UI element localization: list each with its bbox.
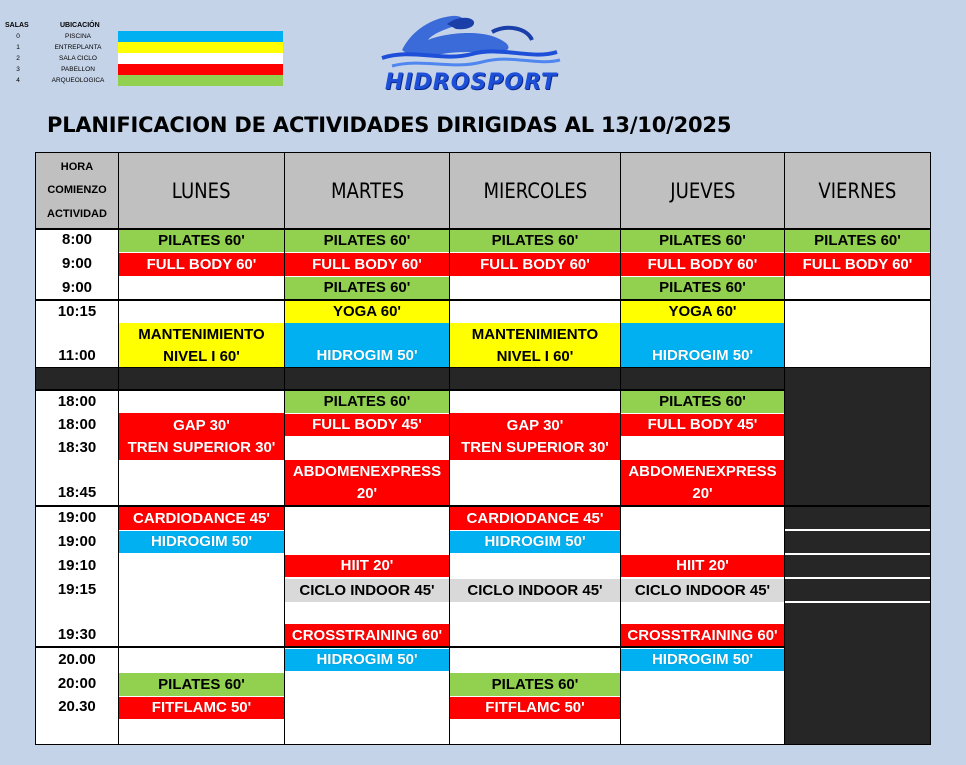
legend-ubicacion-header: UBICACIÓN [60,22,100,29]
time-label: 18:00 [57,416,97,433]
legend-salas-header: SALAS [5,22,29,29]
activity-cell: PILATES 60' [285,229,449,252]
activity-cell: HIDROGIM 50' [621,323,784,368]
grid-line [118,152,119,745]
time-label: 19:15 [57,581,97,598]
activity-cell: PILATES 60' [450,229,620,252]
activity-label: GAP 30' [173,416,230,434]
activity-cell: CROSSTRAINING 60' [285,624,449,647]
hora-header [36,153,118,228]
time-label: 19:30 [57,626,97,643]
grid-line [35,744,931,745]
legend-name: SALA CICLO [59,55,97,62]
activity-cell: FULL BODY 60' [450,253,620,276]
activity-cell: FULL BODY 60' [119,253,284,276]
time-label: 19:10 [57,557,97,574]
closed-block [785,555,930,577]
closed-block [785,368,930,506]
day-header-label: LUNES [171,178,231,203]
activity-cell: CROSSTRAINING 60' [621,624,784,647]
activity-label: GAP 30' [506,416,564,434]
midday-separator-band [36,368,785,389]
activity-cell: HIDROGIM 50' [285,323,449,368]
page-title: PLANIFICACION DE ACTIVIDADES DIRIGIDAS AL 13/10/2025 [47,113,732,137]
hora-header-line: ACTIVIDAD [47,208,107,221]
hora-header-line: COMIENZO [47,184,107,197]
time-label: 19:00 [57,509,97,526]
activity-cell: PILATES 60' [450,673,620,696]
closed-block [785,603,930,744]
activity-cell: HIIT 20' [621,555,784,577]
activity-cell-group [119,413,284,460]
activity-cell: HIIT 20' [285,555,449,577]
activity-cell: PILATES 60' [621,277,784,299]
closed-block [785,507,930,529]
grid-line [284,152,285,745]
day-header-martes [285,153,449,228]
legend-name: ENTREPLANTA [54,44,102,51]
activity-cell: PILATES 60' [621,391,784,413]
day-header-label: VIERNES [818,178,897,203]
grid-line [35,299,931,301]
activity-cell: HIDROGIM 50' [450,531,620,553]
activity-cell: HIDROGIM 50' [285,649,449,671]
activity-cell: YOGA 60' [285,301,449,323]
activity-cell: HIDROGIM 50' [119,531,284,553]
activity-cell-group [450,413,620,460]
activity-cell: CICLO INDOOR 45' [450,579,620,602]
activity-cell: FULL BODY 60' [621,253,784,276]
logo-wordmark: HIDROSPORT [384,70,558,95]
grid-line [35,367,931,368]
time-label: 18:45 [57,484,97,501]
hora-header-line: HORA [60,160,94,173]
day-header-viernes [785,153,930,228]
activity-cell: HIDROGIM 50' [621,649,784,671]
activity-cell: MANTENIMIENTO NIVEL I 60' [450,323,620,368]
legend-num: 0 [16,33,20,40]
time-label: 20.00 [58,651,96,668]
activity-cell: FITFLAMC 50' [450,697,620,719]
activity-cell: FULL BODY 45' [621,414,784,436]
legend-num: 3 [16,66,20,73]
activity-cell: PILATES 60' [285,391,449,413]
time-label: 18:30 [57,439,97,456]
day-header-lunes [118,153,284,228]
activity-label: TREN SUPERIOR 30' [127,438,276,456]
legend-name: ARQUEOLOGICA [51,77,105,84]
activity-cell: PILATES 60' [119,673,284,696]
activity-cell: PILATES 60' [785,229,930,252]
grid-line [620,152,621,745]
time-label: 9:00 [61,255,93,272]
activity-cell: CARDIODANCE 45' [450,507,620,530]
time-label: 11:00 [58,347,96,364]
activity-cell: FULL BODY 45' [285,414,449,436]
time-label: 18:00 [57,393,97,410]
day-header-label: MARTES [330,178,404,203]
activity-cell: PILATES 60' [621,229,784,252]
activity-cell: YOGA 60' [621,301,784,323]
activity-cell: PILATES 60' [285,277,449,299]
grid-line [35,646,785,648]
grid-line [35,152,36,745]
legend-num: 1 [16,44,20,51]
activity-cell: FULL BODY 60' [785,253,930,276]
activity-cell: PILATES 60' [119,229,284,252]
activity-cell: ABDOMENEXPRESS 20' [285,460,449,505]
legend-name: PABELLON [61,66,95,73]
time-label: 10:15 [57,303,97,320]
grid-line [784,152,785,745]
activity-cell: FITFLAMC 50' [119,697,284,719]
activity-cell: MANTENIMIENTO NIVEL I 60' [119,323,284,368]
time-label: 8:00 [61,231,93,248]
activity-cell: CICLO INDOOR 45' [285,579,449,602]
day-header-label: JUEVES [669,178,736,203]
grid-line [930,152,931,745]
activity-cell: CICLO INDOOR 45' [621,579,784,602]
grid-line [35,228,931,230]
time-label: 9:00 [61,279,93,296]
legend-name: PISCINA [64,33,91,40]
grid-line [449,152,450,745]
day-header-label: MIERCOLES [483,178,587,203]
day-header-miercoles [450,153,620,228]
activity-cell: ABDOMENEXPRESS 20' [621,460,784,505]
legend-num: 2 [16,55,20,62]
grid-line [35,152,931,153]
closed-block [785,531,930,553]
time-label: 20:00 [57,675,97,692]
grid-line [35,505,931,507]
day-header-jueves [621,153,784,228]
closed-block [785,579,930,601]
activity-label: TREN SUPERIOR 30' [461,438,609,456]
legend-num: 4 [16,77,20,84]
activity-cell: FULL BODY 60' [285,253,449,276]
time-label: 20.30 [58,698,96,715]
grid-line [35,389,785,391]
time-label: 19:00 [57,533,97,550]
activity-cell: CARDIODANCE 45' [119,507,284,530]
